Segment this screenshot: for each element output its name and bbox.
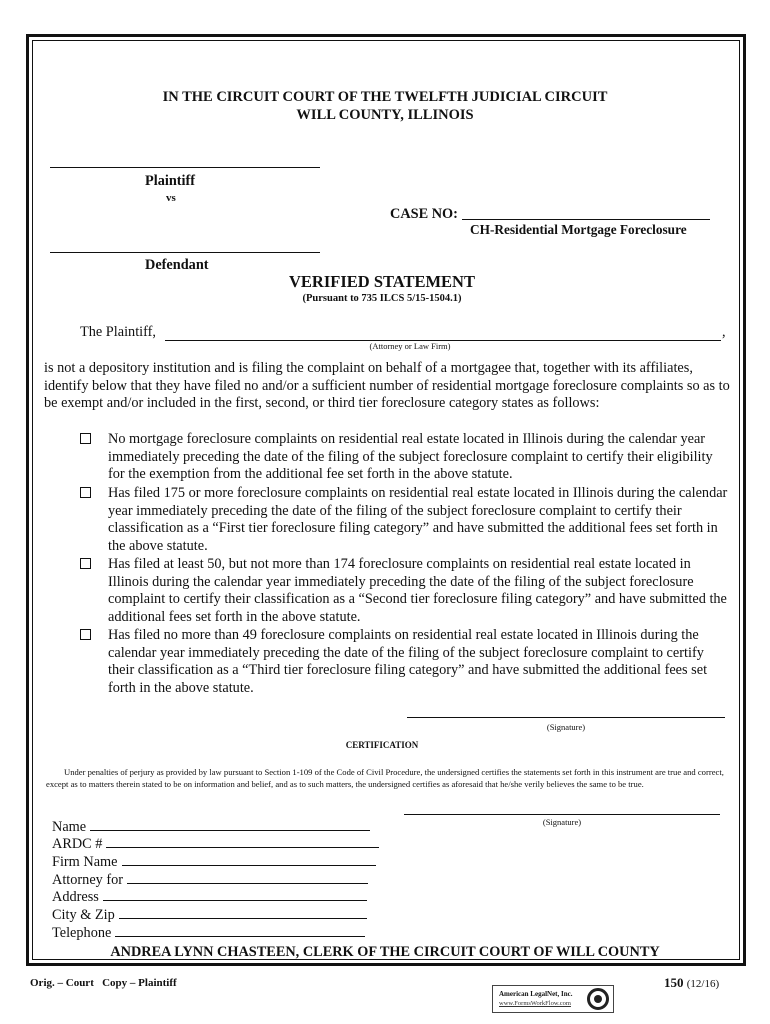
signature-line-2[interactable]	[404, 814, 720, 815]
option-text: No mortgage foreclosure complaints on residential real estate located in Illinois during the calendar year immediately preceding the date of the filing of the subject foreclosure complaint to certify their eligibility for the exemption from the additional fee set forth in the above statute.	[108, 431, 713, 483]
city-zip-input-line[interactable]	[119, 906, 367, 919]
telephone-input-line[interactable]	[115, 924, 365, 937]
plaintiff-prefix: The Plaintiff,	[80, 324, 156, 340]
document-title: VERIFIED STATEMENT	[289, 272, 475, 291]
signature-caption-1: (Signature)	[546, 722, 586, 732]
defendant-label: Defendant	[145, 257, 209, 273]
court-line: IN THE CIRCUIT COURT OF THE TWELFTH JUDICIAL CIRCUIT	[162, 89, 608, 105]
checkbox-icon[interactable]	[80, 487, 91, 498]
ardc-field[interactable]	[52, 835, 379, 853]
firm-name-input-line[interactable]	[122, 853, 376, 866]
attorney-firm-caption: (Attorney or Law Firm)	[369, 341, 451, 351]
option-second-tier[interactable]	[80, 556, 730, 626]
checkbox-icon[interactable]	[80, 433, 91, 444]
publisher-logo	[492, 985, 614, 1013]
option-first-tier[interactable]	[80, 485, 730, 555]
county-line: WILL COUNTY, ILLINOIS	[296, 107, 474, 123]
plaintiff-suffix: ,	[722, 324, 726, 340]
telephone-label: Telephone	[52, 925, 112, 941]
name-input-line[interactable]	[90, 818, 370, 831]
case-no-field[interactable]	[462, 219, 710, 220]
case-no-label: CASE NO:	[390, 206, 458, 222]
city-zip-field[interactable]	[52, 906, 367, 924]
clerk-line: ANDREA LYNN CHASTEEN, CLERK OF THE CIRCUIT COURT OF WILL COUNTY	[110, 944, 660, 960]
option-text: Has filed no more than 49 foreclosure complaints on residential real estate located in Illinois during the calendar year immediately preceding the date of the filing of the subject foreclosure complaint to certify their classification as a “Third tier foreclosure filing category” and have submitted the additional fees set forth in the above statute.	[108, 627, 708, 696]
attorney-for-label: Attorney for	[52, 872, 124, 888]
logo-emblem-icon	[587, 988, 609, 1010]
plaintiff-label: Plaintiff	[145, 173, 196, 189]
address-label: Address	[52, 889, 99, 905]
name-field[interactable]	[52, 818, 370, 836]
intro-paragraph: is not a depository institution and is filing the complaint on behalf of a mortgagee that, together with its affiliates, identify below that they have filed no and/or a sufficient number of residential mortgage foreclosure complaints so as to be exempt and/or included in the first, second, or third tier foreclosure category states as follows:	[44, 360, 730, 412]
form-date: (12/16)	[686, 978, 720, 990]
signature-caption-2: (Signature)	[542, 817, 582, 827]
checkbox-icon[interactable]	[80, 629, 91, 640]
certification-text: Under penalties of perjury as provided by law pursuant to Section 1-109 of the Code of Civil Procedure, the undersigned certifies the statements set forth in this instrument are true and correct, except as to matters therein stated to be on information and belief, and as to such matters, the undersigned certifies as aforesaid that he/she verily believes the same to be true.	[46, 767, 724, 789]
signature-line-1[interactable]	[407, 717, 725, 718]
option-third-tier[interactable]	[80, 627, 730, 697]
vs-label: vs	[166, 192, 176, 204]
firm-name-label: Firm Name	[52, 854, 118, 870]
court-heading	[40, 88, 730, 124]
attorney-for-input-line[interactable]	[127, 871, 368, 884]
address-input-line[interactable]	[103, 888, 367, 901]
option-no-complaints[interactable]	[80, 431, 730, 484]
form-number-value: 150	[664, 975, 684, 990]
copy-distribution: Orig. – Court Copy – Plaintiff	[30, 977, 177, 989]
attorney-for-field[interactable]	[52, 871, 368, 889]
logo-url: www.FormsWorkFlow.com	[499, 1000, 571, 1007]
name-label: Name	[52, 819, 87, 835]
city-zip-label: City & Zip	[52, 907, 115, 923]
ardc-input-line[interactable]	[106, 835, 379, 848]
ardc-label: ARDC #	[52, 836, 103, 852]
case-type: CH-Residential Mortgage Foreclosure	[470, 222, 687, 237]
option-text: Has filed 175 or more foreclosure complaints on residential real estate located in Illinois during the calendar year immediately preceding the date of the filing of the subject foreclosure complaint to certify their classification as a “First tier foreclosure filing category” and have submitted the additional fees set forth in the above statute.	[108, 485, 728, 554]
checkbox-icon[interactable]	[80, 558, 91, 569]
address-field[interactable]	[52, 888, 367, 906]
option-text: Has filed at least 50, but not more than 174 foreclosure complaints on residential real estate located in Illinois during the calendar year immediately preceding the date of the filing of the subject foreclosure complaint to certify their classification as a “Second tier foreclosure filing category” and have submitted the additional fees set forth in the above statute.	[108, 556, 727, 625]
plaintiff-name-line[interactable]	[50, 167, 320, 168]
form-number	[664, 975, 719, 991]
telephone-field[interactable]	[52, 924, 365, 942]
document-subtitle: (Pursuant to 735 ILCS 5/15-1504.1)	[302, 293, 462, 304]
logo-name: American LegalNet, Inc.	[499, 990, 573, 998]
firm-name-field[interactable]	[52, 853, 376, 871]
defendant-name-line[interactable]	[50, 252, 320, 253]
certification-heading: CERTIFICATION	[345, 740, 419, 750]
